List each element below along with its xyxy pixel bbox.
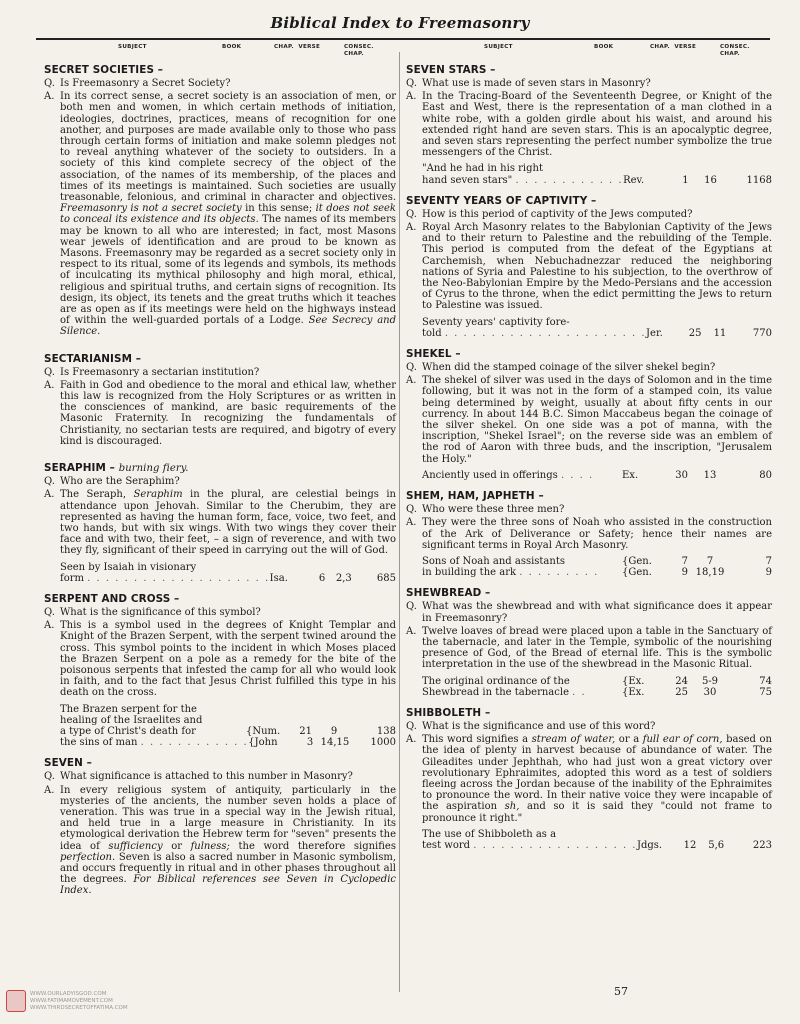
- scripture-reference: The use of Shibboleth as a test word . . . . . . . . . . . . . . . . . . Jdgs. 12 5,6 223: [422, 828, 772, 851]
- entry-title: SEVEN –: [44, 757, 92, 770]
- question: Q. What significance is attached to this number in Masonry?: [44, 771, 353, 783]
- scripture-reference: The original ordinance of the {Ex. 24 5-9 74 Shewbread in the tabernacle . . {Ex. 25 30 75: [422, 675, 772, 698]
- answer: A. In its correct sense, a secret society is an association of men, or both men and women, in which certain methods of initiation, ideologies, doctrines, practices, means of recognition for one another, and purposes are made available only to those who pass through certain forms of initiation and make solemn pledges not to reveal anything whatever of the society to outsiders. In a society of this kind complete secrecy of the object of the association, of the names of its membership, of the places and times of its meetings is maintained. Such societies are usually treasonable, felonious, and criminal in character and objectives. Freemasonry is not a secret society in this sense; it does not seek to conceal its existence and its objects. The names of its members may be known to all who are interested; in fact, most Masons wear jewels of identification and are proud to be known as Masons. Freemasonry may be regarded as a secret society only in respect to its ritual, some of its legends and symbols, its methods of inculcating its mythical philosophy and high moral, ethical, religious and spiritual truths, and certain signs of recognition. Its design, its object, its tenets and the great truths which it teaches are as open as if its meetings were held on the highways instead of within the well-guarded portals of a Lodge. See Secrecy and Silence.: [44, 91, 396, 338]
- entry-title: SHEKEL –: [406, 348, 461, 361]
- column-header: SUBJECT BOOK CHAP. VERSE CONSEC. CHAP.: [484, 44, 750, 57]
- entry-title: SERPENT AND CROSS –: [44, 592, 180, 605]
- entry-title: SHEM, HAM, JAPHETH –: [406, 490, 544, 503]
- answer: A. Royal Arch Masonry relates to the Babylonian Captivity of the Jews and to their return to Palestine and the rebuilding of the Temple. This period is computed from the defeat of the Egyptians at Carchemish, when Nebuchadnezzar reduced the neighboring nations of Syria and Palestine to his subjection, to the overthrow of the Neo-Babylonian Empire by the Medo-Persians and the accession of Cyrus to the throne, when the edict permitting the Jews to return to Palestine was issued.: [406, 222, 772, 312]
- left-column: [44, 44, 396, 899]
- answer: A. This word signifies a stream of water, or a full ear of corn, based on the idea of plenty in harvest because of abundance of water. The Gileadites under Jephthah, who had just won a great victory over revolutionary Ephraimites, adopted this word as a test of soldiers fleeing across the Jordan because of the inability of the Ephraimites to pronounce the word. In their native voice they were incapable of the aspiration sh, and so it is said they "could not frame to pronounce it right.": [406, 734, 772, 824]
- entry-serpent-and-cross: [44, 593, 396, 748]
- question: Q. What is the significance and use of this word?: [406, 720, 656, 732]
- entry-seventy-years: [406, 195, 772, 339]
- answer: A. This is a symbol used in the degrees of Knight Templar and Knight of the Brazen Serpent, with the serpent twined around the cross. This symbol points to the incident in which Moses placed the Brazen Serpent on a pole as a remedy for the bite of the poisonous serpents that infested the camp for all who would look in faith, and to the fact that Jesus Christ fulfilled this type in his death on the cross.: [44, 620, 396, 699]
- question: Q. What use is made of seven stars in Masonry?: [406, 78, 651, 89]
- entry-shem-ham-japheth: [406, 490, 772, 578]
- answer: A. Twelve loaves of bread were placed upon a table in the Sanctuary of the tabernacle, and later in the Temple, symbolic of the nourishing presence of God, of the Bread of eternal life. This is the symbolic interpretation in the use of the shewbread in the Masonic Ritual.: [406, 625, 772, 671]
- right-column: [406, 44, 772, 860]
- question: Q. Who were these three men?: [406, 504, 565, 516]
- entry-title: SHIBBOLETH –: [406, 706, 491, 719]
- question: Q. How is this period of captivity of the Jews computed?: [406, 208, 693, 220]
- page-number: 57: [614, 985, 628, 998]
- answer: A. Faith in God and obedience to the moral and ethical law, whether this law is recognized from the Holy Scriptures or as written in the consciences of mankind, are basic requirements of the Masonic Fraternity. In recognizing the fundamentals of Christianity, no sectarian tests are required, and bigotry of every kind is discouraged.: [44, 379, 396, 447]
- answer: A. The shekel of silver was used in the days of Solomon and in the time following, but it was not in the form of a stamped coin, its value being determined by weight, usually at about fifty cents in our currency. In about 144 B.C. Simon Maccabeus began the coinage of the silver shekel. On one side was a pot of manna, with the inscription, "Shekel Israel"; on the reverse side was an emblem of the rod of Aaron with three buds, and the inscription, "Jerusalem the Holy.": [406, 375, 772, 465]
- scripture-reference: Anciently used in offerings . . . . Ex. 30 13 80: [422, 469, 772, 481]
- question: Q. What is the significance of this symbol?: [44, 606, 261, 618]
- header-rule: [36, 38, 770, 40]
- question: Q. Is Freemasonry a Secret Society?: [44, 78, 231, 89]
- entry-secret-societies: [44, 64, 396, 338]
- entry-shibboleth: [406, 707, 772, 851]
- entry-shekel: [406, 348, 772, 481]
- entry-shewbread: [406, 587, 772, 698]
- entry-seraphim: [44, 462, 396, 584]
- scripture-reference: Seventy years' captivity fore- told . . . . . . . . . . . . . . . . . . . . . . Jer. 25 11 770: [422, 316, 772, 339]
- entry-title: SHEWBREAD –: [406, 587, 491, 600]
- question: Q. Is Freemasonry a sectarian institution?: [44, 366, 260, 378]
- entry-title: SEVENTY YEARS OF CAPTIVITY –: [406, 194, 597, 207]
- entry-title: SECRET SOCIETIES –: [44, 64, 164, 76]
- entry-sectarianism: [44, 353, 396, 447]
- answer: A. The Seraph, Seraphim in the plural, are celestial beings in attendance upon Jehovah. Similar to the Cherubim, they are represented as having the human form, face, voice, two feet, and two hands, but with six wings. With two wings they cover their face and with two, their feet, – a sign of reverence, and with two they fly, significant of their speed in carrying out the will of God.: [44, 489, 396, 557]
- entry-title: SECTARIANISM –: [44, 352, 142, 365]
- question: Q. What was the shewbread and with what significance does it appear in Freemasonry?: [406, 601, 772, 624]
- watermark: WWW.OURLADYISGOD.COM WWW.FATIMAMOVEMENT.COM WWW.THIRDSECRETOFFATIMA.COM: [6, 990, 128, 1012]
- column-header: SUBJECT BOOK CHAP. VERSE CONSEC. CHAP.: [118, 44, 374, 57]
- question: Q. Who are the Seraphim?: [44, 476, 180, 488]
- answer: A. In every religious system of antiquity, particularly in the mysteries of the ancients, the number seven holds a place of veneration. This was true in a special way in the Jewish ritual, and held true in a large measure in Christianity. In its etymological derivation the Hebrew term for "seven" presents the idea of sufficiency or fulness; the word therefore signifies perfection. Seven is also a sacred number in Masonic symbolism, and occurs frequently in ritual and in other phases throughout all the degrees. For Biblical references see Seven in Cyclopedic Index.: [44, 784, 397, 897]
- scripture-reference: Seen by Isaiah in visionary form . . . . . . . . . . . . . . . . . . . . Isa. 6 2,3 685: [60, 561, 396, 584]
- answer: A. In the Tracing-Board of the Seventeenth Degree, or Knight of the East and West, there is the representation of a man clothed in a white robe, with a golden girdle about his waist, and around his extended right hand are seven stars. This is an apocalyptic degree, and seven stars representing the perfect number symbolize the true messengers of the Christ.: [406, 91, 772, 159]
- entry-seven-stars: [406, 64, 772, 186]
- entry-title: SEVEN STARS –: [406, 64, 496, 76]
- scripture-reference: "And he had in his right hand seven stars" . . . . . . . . . . . . Rev. 1 16 1168: [422, 163, 772, 186]
- entry-title: SERAPHIM – burning fiery.: [44, 462, 189, 475]
- page-title: Biblical Index to Freemasonry: [270, 14, 530, 32]
- answer: A. They were the three sons of Noah who assisted in the construction of the Ark of Deliverance or Safety; hence their names are significant terms in Royal Arch Masonry.: [406, 517, 772, 551]
- scripture-reference: Sons of Noah and assistants {Gen. 7 7 7 in building the ark . . . . . . . . . {Gen. 9 18,19 9: [422, 555, 772, 579]
- scripture-reference: The Brazen serpent for the healing of the Israelites and a type of Christ's death for {Num. 21 9 138 the sins of man . . . . . . . . . . . . {John 3 14,15 1000: [60, 703, 396, 749]
- question: Q. When did the stamped coinage of the silver shekel begin?: [406, 362, 716, 374]
- entry-seven: [44, 757, 396, 896]
- watermark-logo-icon: [6, 990, 26, 1012]
